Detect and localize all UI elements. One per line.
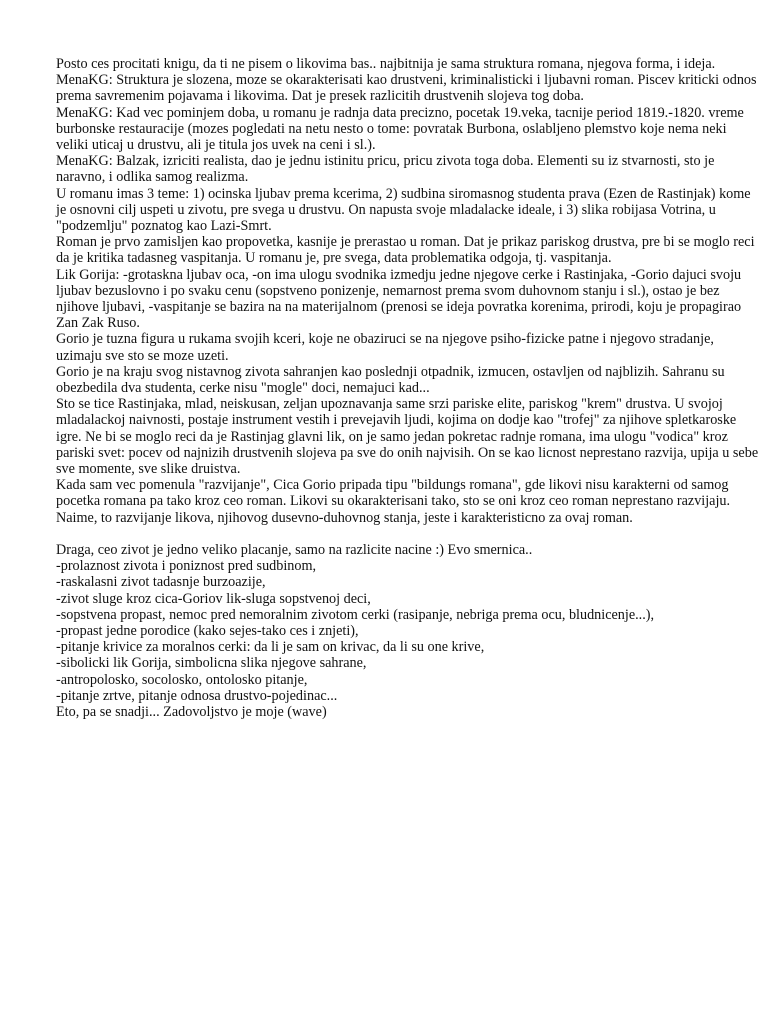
bullet-line: -raskalasni zivot tadasnje burzoazije, <box>56 574 266 591</box>
bullet-line: -antropolosko, socolosko, ontolosko pitanje, <box>56 671 308 688</box>
bullet-line: -sopstvena propast, nemoc pred nemoralnim zivotom cerki (rasipanje, nebriga prema ocu, bludnicenje...), <box>56 606 655 623</box>
closing-greeting-line: Draga, ceo zivot je jedno veliko placanje, samo na razlicite nacine :) Evo smernica.. <box>56 541 533 558</box>
bullet-line: -propast jedne porodice (kako sejes-tako ces i znjeti), <box>56 622 359 639</box>
text-paragraph: Gorio je na kraju svog nistavnog zivota sahranjen kao poslednji otpadnik, izmucen, ostavljen od najblizih. Sahranu su obezbedila dva studenta, cerke nisu "mogle" doci, nemajuci kad... <box>56 363 725 397</box>
text-paragraph: MenaKG: Struktura je slozena, moze se okarakterisati kao drustveni, kriminalisticki i ljubavni roman. Piscev kriticki odnos prema savremenim pojavama i likovima. Dat je presek razlicitih drustvenih slojeva tog doba. <box>56 72 757 105</box>
text-paragraph: Roman je prvo zamisljen kao propovetka, kasnije je prerastao u roman. Dat je prikaz pariskog drustva, pre bi se moglo reci da je kritika tadasneg vaspitanja. U romanu je, pre svega, data problematika odgoja, tj. vaspitanja. <box>56 234 755 267</box>
bullet-line: -pitanje zrtve, pitanje odnosa drustvo-pojedinac... <box>56 687 338 704</box>
text-paragraph: Posto ces procitati knigu, da ti ne pisem o likovima bas.. najbitnija je sama struktura romana, njegova forma, i ideja. <box>56 56 716 72</box>
bullet-line: -prolaznost zivota i poniznost pred sudbinom, <box>56 558 317 575</box>
bullet-line: -sibolicki lik Gorija, simbolicna slika njegove sahrane, <box>56 655 367 672</box>
text-paragraph: Lik Gorija: -grotaskna ljubav oca, -on ima ulogu svodnika izmedju jedne njegove cerke i Rastinjaka, -Gorio dajuci svoju ljubav bezuslovno i po svaku cenu (sopstveno ponizenje, nemarnost prema svom duhovnom stanju i sl.), ostao je bez njihove ljubavi, -vaspitanje se bazira na na materijalnom (prenosi se ideja povratka korenima, prirodi, koju je propagirao Zan Zak Ruso. <box>56 266 742 332</box>
closing-signoff-line: Eto, pa se snadji... Zadovoljstvo je moje (wave) <box>56 703 327 720</box>
document-page <box>56 56 760 720</box>
text-paragraph: Kada sam vec pomenula "razvijanje", Cica Gorio pripada tipu "bildungs romana", gde likovi nisu karakterni od samog pocetka romana pa tako kroz ceo roman. Likovi su okarakterisani tako, sto se oni kroz ceo roman neprestano razvijaju. Naime, to razvijanje likova, njihovog dusevno-duhovnog stanja, jeste i karakteristicno za ovaj roman. <box>56 477 731 526</box>
text-paragraph: Gorio je tuzna figura u rukama svojih kceri, koje ne obaziruci se na njegove psiho-fizicke patne i njegovo stradanje, uzimaju sve sto se moze uzeti. <box>56 331 714 364</box>
text-paragraph: Sto se tice Rastinjaka, mlad, neiskusan, zeljan upoznavanja same srzi pariske elite, pariskog "krem" drustva. U svojoj mladalackoj naivnosti, postaje instrument vestih i prevejavih ljudi, kojima on dodje kao "trofej" za njihove spletkaroske igre. Ne bi se moglo reci da je Rastinjag glavni lik, on je samo jedan pokretac radnje romana, ima ulogu "vodica" kroz pariski svet: pocev od najnizih drustvenih slojeva pa sve do onih najvisih. On se kao licnost neprestano razvija, upija u sebe sve momente, sve slike druistva. <box>56 396 759 478</box>
paragraph-spacer <box>56 526 760 542</box>
text-paragraph: MenaKG: Kad vec pominjem doba, u romanu je radnja data precizno, pocetak 19.veka, tacnije period 1819.-1820. vreme burbonske restauracije (mozes pogledati na netu nesto o tome: povratak Burbona, oslabljeno plemstvo koje nema neki veliki uticaj u drustvu, ali je titula jos uvek na ceni i sl.). <box>56 104 744 154</box>
text-paragraph: U romanu imas 3 teme: 1) ocinska ljubav prema kcerima, 2) sudbina siromasnog studenta prava (Ezen de Rastinjak) kome je osnovni cilj uspeti u zivotu, pre svega u drustvu. On napusta svoje mladalacke ideale, i 3) slika robijasa Votrina, u "podzemlju" poznatog kao Lazi-Smrt. <box>56 185 751 235</box>
bullet-line: -pitanje krivice za moralnos cerki: da li je sam on krivac, da li su one krive, <box>56 639 485 656</box>
bullet-line: -zivot sluge kroz cica-Goriov lik-sluga sopstvenoj deci, <box>56 590 371 607</box>
text-paragraph: MenaKG: Balzak, izriciti realista, dao je jednu istinitu pricu, pricu zivota toga doba. Elementi su iz stvarnosti, sto je naravno, i odlika samog realizma. <box>56 153 715 186</box>
